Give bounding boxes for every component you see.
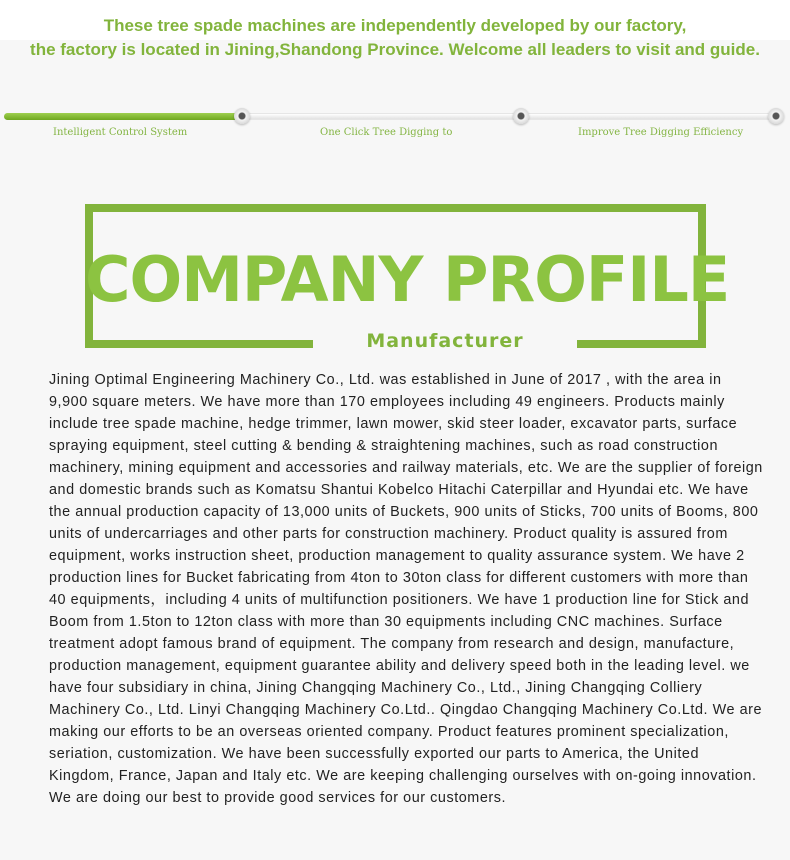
header-banner: [0, 14, 790, 62]
step-label-1: Intelligent Control System: [53, 127, 188, 138]
profile-frame-top: [85, 204, 706, 212]
profile-frame-bottom-left: [85, 340, 313, 348]
header-line-1: These tree spade machines are independently developed by our factory,: [103, 16, 687, 35]
progress-fill: [4, 113, 244, 120]
company-description: Jining Optimal Engineering Machinery Co., Ltd. was established in June of 2017 , with the area in 9,900 square meters. We have more than 170 employees including 49 engineers. Products mainly include tree spade machine, hedge trimmer, lawn mower, skid steer loader, excavator parts, surface spraying equipment, steel cutting & bending & straightening machines, such as road construction machinery, mining equipment and accessories and railway materials, etc. We are the supplier of foreign and domestic brands such as Komatsu Shantui Kobelco Hitachi Caterpillar and Hyundai etc. We have the annual production capacity of 13,000 units of Buckets, 900 units of Sticks, 700 units of Booms, 800 units of undercarriages and other parts for construction machinery. Product quality is assured from equipment, works instruction sheet, production management to quality assurance system. We have 2 production lines for Bucket fabricating from 4ton to 30ton class for different customers with more than 40 equipments，including 4 units of multifunction positioners. We have 1 production line for Stick and Boom from 1.5ton to 12ton class with more than 30 equipments including CNC machines. Surface treatment adopt famous brand of equipment. The company from research and design, manufacture, production management, equipment guarantee ability and delivery speed both in the leading level. we have four subsidiary in china, Jining Changqing Machinery Co., Ltd., Jining Changqing Colliery Machinery Co., Ltd. Linyi Changqing Machinery Co.Ltd.. Qingdao Changqing Machinery Co.Ltd. We are making our efforts to be an overseas oriented company. Product features prominent specialization, seriation, customization. We have been successfully exported our parts to America, the United Kingdom, France, Japan and Italy etc. We are keeping challenging ourselves with on-going innovation. We are doing our best to provide good services for our customers.: [49, 372, 763, 806]
manufacturer-subtitle: Manufacturer: [366, 330, 524, 352]
step-marker-3[interactable]: [768, 108, 784, 124]
step-marker-2[interactable]: [513, 108, 529, 124]
profile-frame-bottom-right: [577, 340, 706, 348]
company-profile-title: COMPANY PROFILE: [85, 243, 730, 316]
step-label-3: Improve Tree Digging Efficiency: [578, 127, 744, 138]
step-marker-1[interactable]: [234, 108, 250, 124]
header-line-2: the factory is located in Jining,Shandong Province. Welcome all leaders to visit and guide.: [30, 40, 760, 59]
step-label-2: One Click Tree Digging to: [320, 127, 453, 138]
